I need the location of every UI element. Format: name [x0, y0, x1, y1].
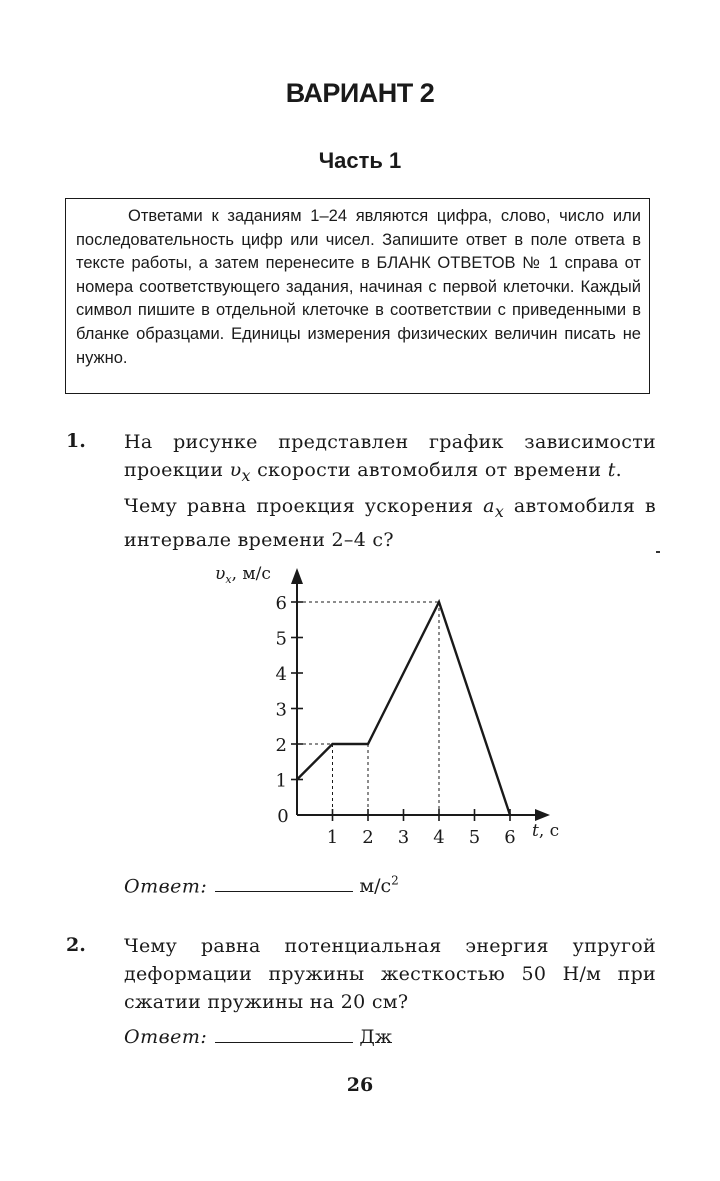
velocity-series-line — [297, 602, 510, 815]
instructions-text: Ответами к заданиям 1–24 являются цифра, слово, число или последовательность цифр или чисел. Запишите ответ в поле ответа в тексте работы, а затем перенесите в БЛАНК ОТВЕТОВ № 1 справа от номера соответствующего задания, начиная с первой клеточки. Каждый символ пишите в отдельной клеточке в соответствии с приведенными в бланке образцами. Единицы измерения физических величин писать не нужно. — [76, 207, 641, 367]
answer-unit-2: Дж — [359, 1026, 393, 1048]
question-2-text: Чему равна потенциальная энергия упругой деформации пружины жесткостью 50 Н/м при сжатии пружины на 20 см? — [124, 935, 656, 1013]
velocity-time-chart — [205, 558, 585, 848]
variant-title: ВАРИАНТ 2 — [285, 78, 435, 108]
question-1-answer — [124, 874, 399, 897]
question-1-text: На рисунке представлен график зависимости проекции $\upsilon_x$ скорости автомобиля от времени t. — [124, 431, 656, 485]
question-1-number: 1. — [66, 430, 86, 452]
chart-axes — [291, 568, 550, 821]
question-2-number: 2. — [66, 934, 86, 956]
y-tick-label: 6 — [275, 593, 287, 614]
print-mark — [656, 551, 660, 553]
origin-label: 0 — [277, 806, 289, 827]
y-tick-label: 5 — [275, 628, 287, 650]
x-tick-label: 1 — [326, 827, 339, 848]
chart-guides — [297, 602, 439, 815]
y-tick-label: 1 — [275, 770, 287, 792]
answer-blank-2[interactable] — [215, 1041, 353, 1043]
answer-label: Ответ: — [124, 875, 208, 898]
page-number: 26 — [346, 1074, 374, 1096]
y-axis-arrow — [291, 568, 303, 584]
part-title: Часть 1 — [318, 148, 402, 173]
x-tick-label: 4 — [433, 827, 445, 848]
x-tick-label: 3 — [397, 827, 410, 848]
y-tick-label: 4 — [275, 664, 287, 685]
question-1-prompt: Чему равна проекция ускорения $a_x$ автомобиля в интервале времени 2–4 с? — [124, 495, 656, 551]
acceleration-var: $a_x$ — [483, 495, 505, 521]
x-axis-arrow — [535, 809, 550, 821]
x-tick-label: 5 — [468, 827, 481, 848]
y-axis-label: $\upsilon_x$, м/с — [215, 564, 271, 586]
y-tick-label: 3 — [275, 699, 287, 721]
time-var: t — [607, 459, 616, 481]
question-2-answer — [124, 1026, 392, 1048]
velocity-var: $\upsilon_x$ — [229, 459, 251, 485]
x-axis-label: t, с — [532, 821, 560, 841]
answer-unit-1: $м/с^2$ — [359, 874, 399, 898]
answer-label: Ответ: — [124, 1026, 208, 1048]
y-tick-label: 2 — [275, 735, 287, 756]
instructions-box — [65, 198, 650, 394]
chart-points — [297, 602, 510, 815]
x-tick-label: 6 — [504, 827, 516, 848]
x-tick-label: 2 — [362, 827, 374, 848]
answer-blank-1[interactable] — [215, 890, 353, 892]
